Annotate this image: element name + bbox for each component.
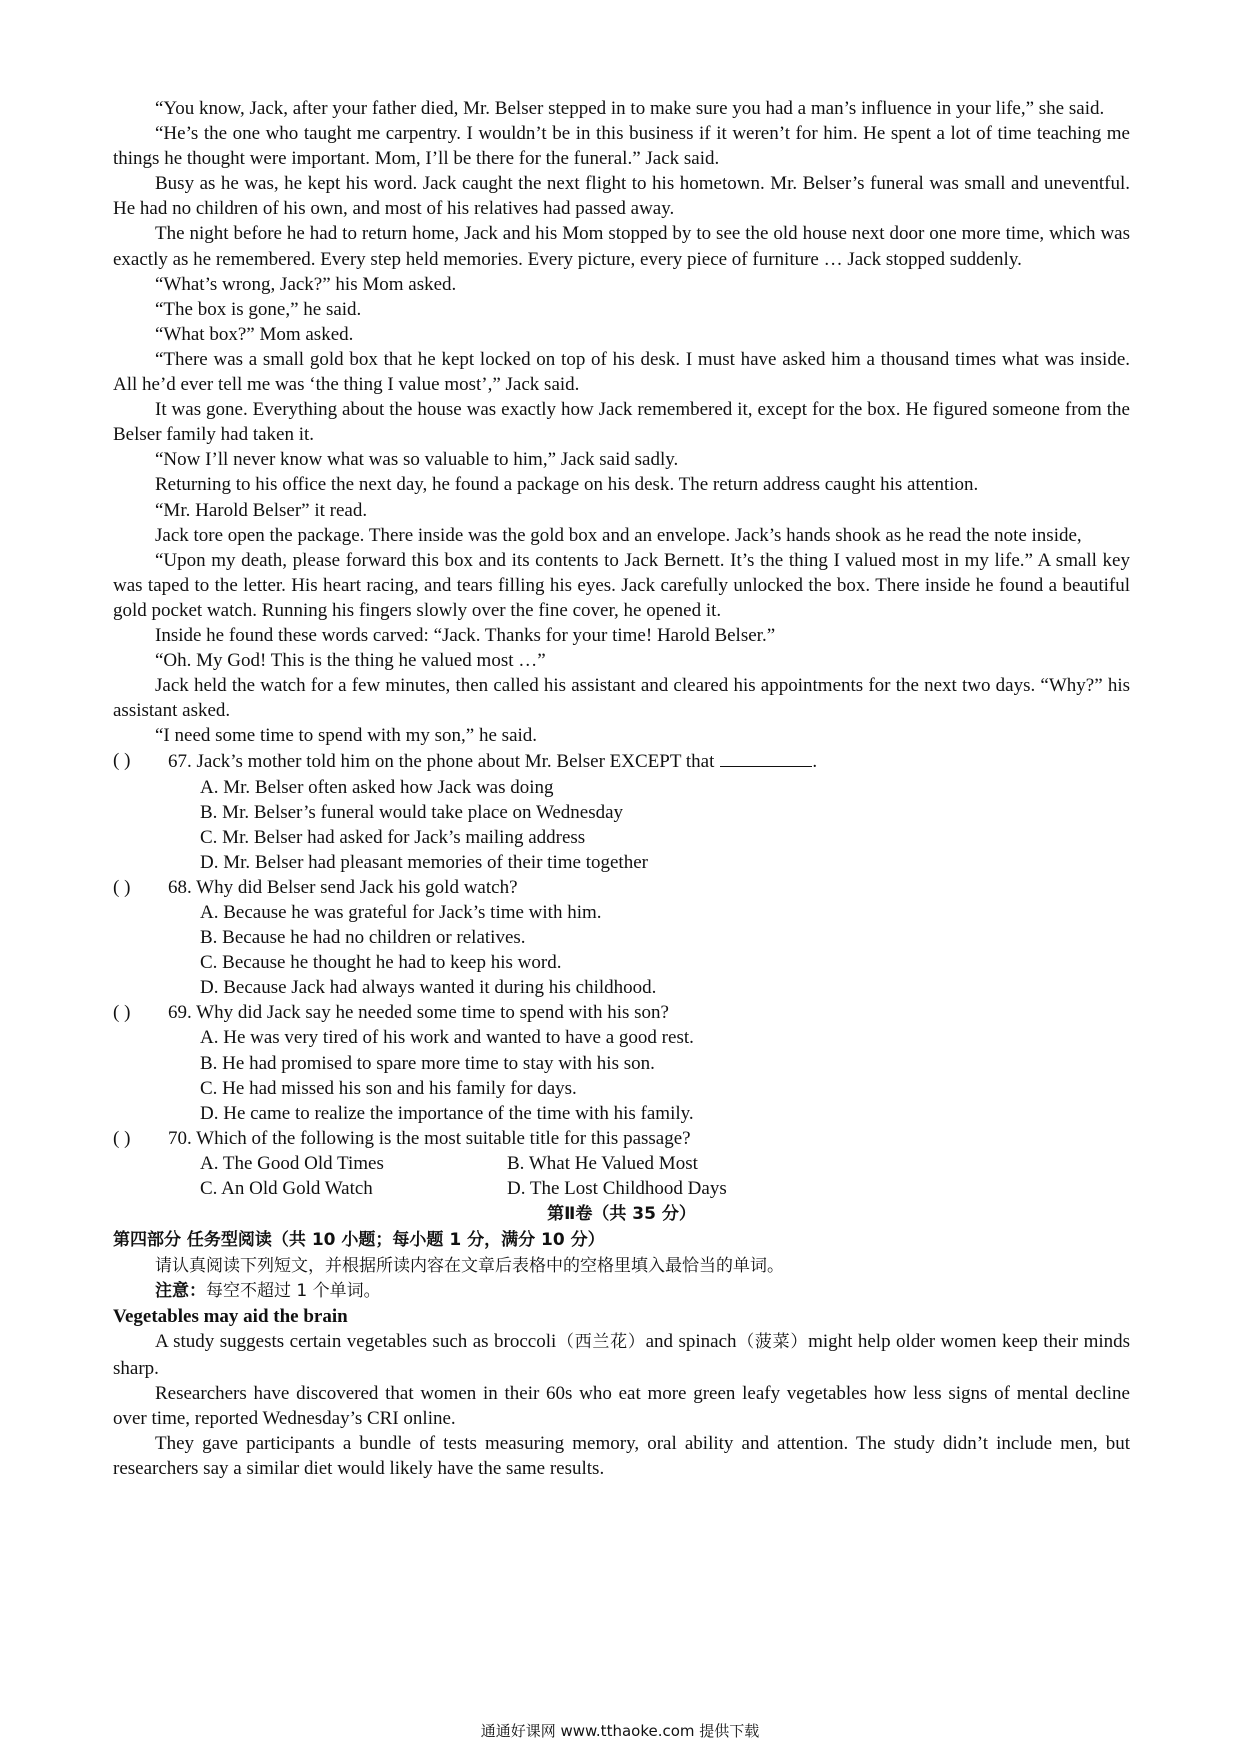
story-paragraph: “Mr. Harold Belser” it read. bbox=[155, 499, 368, 521]
option-a: A. He was very tired of his work and wanted to have a good rest. bbox=[200, 1027, 694, 1049]
story-paragraph: It was gone. Everything about the house was exactly how Jack remembered it, except for the box. He figured someone from the Belser family had taken it. bbox=[113, 399, 1130, 446]
article-paragraph bbox=[113, 1329, 1130, 1380]
story-paragraph: “Oh. My God! This is the thing he valued most …” bbox=[155, 650, 546, 672]
exam-page bbox=[113, 96, 1130, 1481]
option-c: C. Because he thought he had to keep his word. bbox=[200, 952, 562, 974]
section-title: 第Ⅱ卷（共 35 分） bbox=[547, 1204, 696, 1225]
option-c: C. He had missed his son and his family for days. bbox=[200, 1077, 577, 1099]
question-70 bbox=[113, 1126, 1130, 1151]
question-67 bbox=[113, 748, 1130, 774]
option-d: D. The Lost Childhood Days bbox=[507, 1178, 727, 1200]
option-d: D. Because Jack had always wanted it during his childhood. bbox=[200, 977, 657, 999]
part-title: 第四部分 任务型阅读（共 10 小题；每小题 1 分，满分 10 分） bbox=[113, 1230, 605, 1251]
option-c: C. An Old Gold Watch bbox=[200, 1178, 373, 1200]
article-paragraph: They gave participants a bundle of tests measuring memory, oral ability and attention. The study didn’t include men, but researchers say a similar diet would likely have the same results. bbox=[113, 1432, 1130, 1479]
question-stem: 70. Which of the following is the most suitable title for this passage? bbox=[168, 1127, 691, 1149]
answer-bracket[interactable]: ( ) bbox=[113, 750, 131, 772]
story-paragraph: “Upon my death, please forward this box and its contents to Jack Bernett. It’s the thing I valued most in my life.” A small key was taped to the letter. His heart racing, and tears filling his eyes. Jack carefully unlocked the box. There inside he found a beautiful gold pocket watch. Running his fingers slowly over the fine cover, he opened it. bbox=[113, 549, 1130, 621]
story-paragraph: Returning to his office the next day, he found a package on his desk. The return address caught his attention. bbox=[155, 474, 979, 496]
story-paragraph: “You know, Jack, after your father died, Mr. Belser stepped in to make sure you had a man’s influence in your life,” she said. bbox=[155, 98, 1105, 119]
option-a: A. Mr. Belser often asked how Jack was doing bbox=[200, 776, 554, 798]
option-a: A. Because he was grateful for Jack’s time with him. bbox=[200, 902, 602, 923]
option-b: B. What He Valued Most bbox=[507, 1152, 698, 1174]
question-stem: 68. Why did Belser send Jack his gold watch? bbox=[168, 876, 518, 898]
answer-bracket[interactable]: ( ) bbox=[113, 1002, 131, 1024]
option-row bbox=[113, 1176, 1130, 1201]
option-b: B. Because he had no children or relatives. bbox=[200, 927, 526, 949]
story-paragraph: “There was a small gold box that he kept locked on top of his desk. I must have asked him a thousand times what was inside. All he’d ever tell me was ‘the thing I value most’,” Jack said. bbox=[113, 348, 1130, 396]
note-text: 每空不超过 1 个单词。 bbox=[206, 1281, 381, 1302]
option-b: B. He had promised to spare more time to stay with his son. bbox=[200, 1052, 655, 1074]
answer-bracket[interactable]: ( ) bbox=[113, 1127, 131, 1149]
page-footer: 通通好课网 www.tthaoke.com 提供下载 bbox=[480, 1722, 760, 1740]
option-c: C. Mr. Belser had asked for Jack’s mailing address bbox=[200, 826, 586, 848]
story-paragraph: “Now I’ll never know what was so valuable to him,” Jack said sadly. bbox=[155, 449, 679, 471]
story-paragraph: Busy as he was, he kept his word. Jack caught the next flight to his hometown. Mr. Belser’s funeral was small and uneventful. He had no children of his own, and most of his relatives had passed away. bbox=[113, 173, 1130, 220]
story-paragraph: The night before he had to return home, Jack and his Mom stopped by to see the old house next door one more time, which was exactly as he remembered. Every step held memories. Every picture, every piece of furniture … Jack stopped suddenly. bbox=[113, 223, 1130, 270]
option-row bbox=[113, 1151, 1130, 1176]
story-paragraph: “The box is gone,” he said. bbox=[155, 298, 362, 320]
story-paragraph: Jack tore open the package. There inside was the gold box and an envelope. Jack’s hands shook as he read the note inside, bbox=[155, 524, 1082, 546]
article-text: might help older women keep their minds sharp. bbox=[113, 1331, 1131, 1379]
story-paragraph: Jack held the watch for a few minutes, then called his assistant and cleared his appointments for the next two days. “Why?” his assistant asked. bbox=[113, 675, 1130, 722]
question-stem-end: . bbox=[812, 751, 818, 773]
answer-bracket[interactable]: ( ) bbox=[113, 876, 131, 898]
note-line bbox=[113, 1279, 1130, 1304]
option-d: D. He came to realize the importance of the time with his family. bbox=[200, 1102, 694, 1124]
article-title: Vegetables may aid the brain bbox=[113, 1306, 348, 1328]
story-paragraph: “He’s the one who taught me carpentry. I wouldn’t be in this business if it weren’t for him. He spent a lot of time teaching me things he thought were important. Mom, I’ll be there for the funeral.” Jack said. bbox=[113, 123, 1130, 170]
story-paragraph: “What box?” Mom asked. bbox=[155, 323, 354, 345]
story-paragraph: Inside he found these words carved: “Jack. Thanks for your time! Harold Belser.” bbox=[155, 624, 776, 646]
article-text: and spinach bbox=[645, 1331, 737, 1353]
answer-blank[interactable] bbox=[720, 748, 812, 767]
option-a: A. The Good Old Times bbox=[200, 1152, 384, 1174]
instruction-text: 请认真阅读下列短文，并根据所读内容在文章后表格中的空格里填入最恰当的单词。 bbox=[155, 1256, 784, 1277]
option-b: B. Mr. Belser’s funeral would take place on Wednesday bbox=[200, 801, 624, 823]
note-label: 注意： bbox=[155, 1281, 206, 1302]
story-paragraph: “What’s wrong, Jack?” his Mom asked. bbox=[155, 273, 457, 295]
option-d: D. Mr. Belser had pleasant memories of their time together bbox=[200, 851, 648, 873]
article-paragraph: Researchers have discovered that women in their 60s who eat more green leafy vegetables how less signs of mental decline over time, reported Wednesday’s CRI online. bbox=[113, 1382, 1130, 1429]
chinese-gloss: （菠菜） bbox=[736, 1332, 809, 1353]
article-text: A study suggests certain vegetables such as broccoli bbox=[155, 1331, 557, 1353]
question-69 bbox=[113, 1000, 1130, 1025]
question-68 bbox=[113, 875, 1130, 900]
story-paragraph: “I need some time to spend with my son,” he said. bbox=[155, 725, 538, 747]
question-stem: 69. Why did Jack say he needed some time to spend with his son? bbox=[168, 1002, 669, 1024]
chinese-gloss: （西兰花） bbox=[556, 1332, 646, 1353]
question-stem: 67. Jack’s mother told him on the phone about Mr. Belser EXCEPT that bbox=[168, 751, 715, 773]
